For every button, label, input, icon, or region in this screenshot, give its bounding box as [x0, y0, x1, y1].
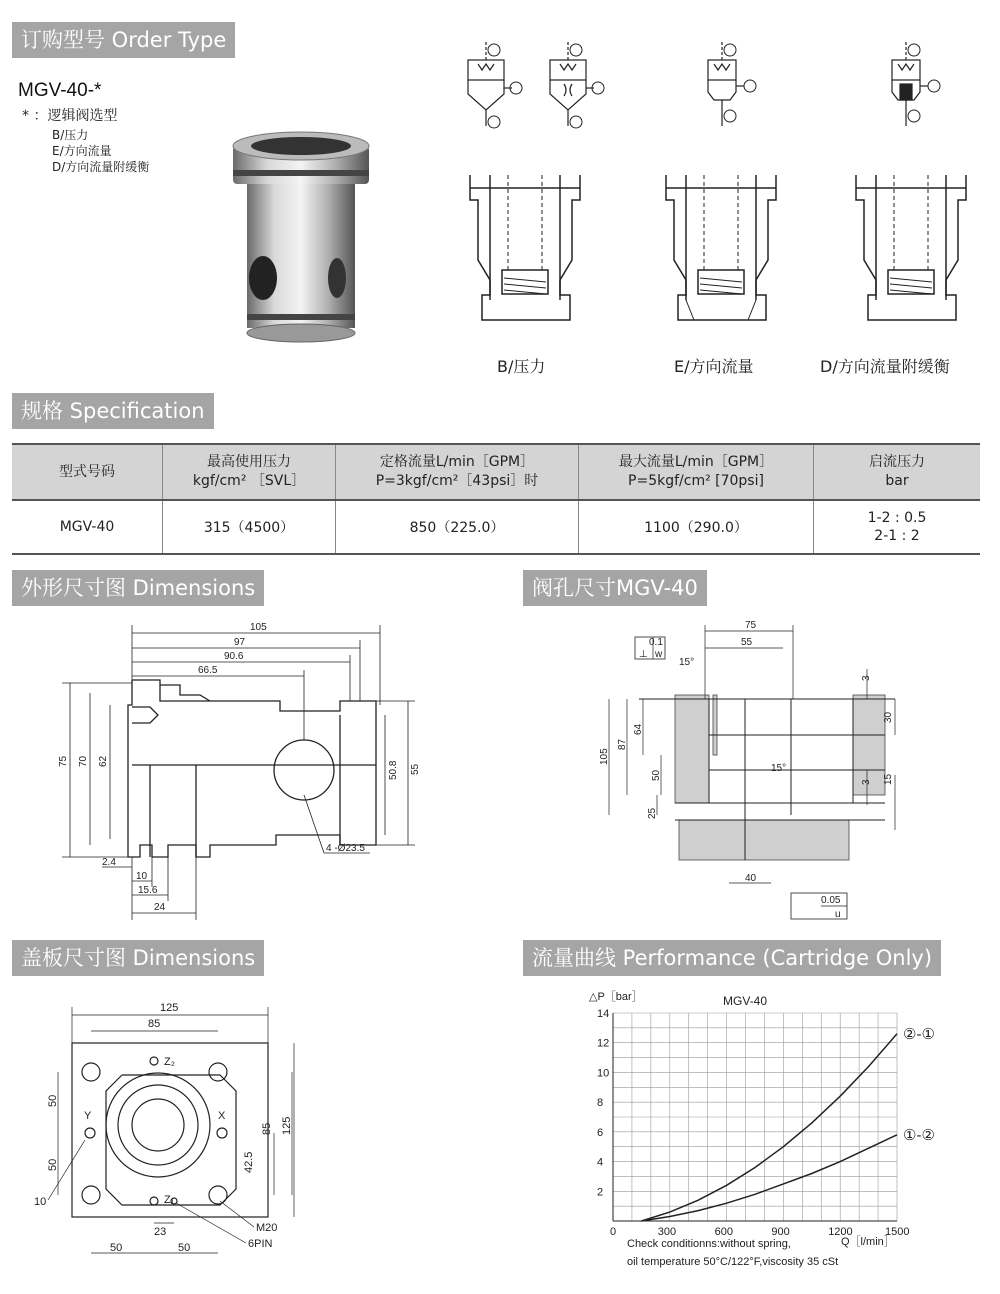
x-tick-label: 900	[771, 1226, 790, 1238]
cover-m20: M20	[256, 1222, 278, 1234]
dim-75: 75	[58, 755, 69, 767]
cover-50b: 50	[47, 1158, 59, 1171]
order-type-header: 订购型号 Order Type	[12, 22, 235, 58]
dim-hole: 4 -Ø23.5	[326, 843, 365, 854]
chart-title: MGV-40	[723, 994, 768, 1008]
dim-105: 105	[250, 622, 267, 633]
dim-55: 55	[410, 763, 421, 775]
series-line-1	[641, 1034, 897, 1221]
cav-15: 15	[883, 773, 894, 785]
col-model: 型式号码	[12, 444, 163, 500]
cell-model: MGV-40	[12, 500, 163, 554]
cav-30: 30	[883, 711, 894, 723]
table-row	[12, 500, 980, 554]
cover-85: 85	[148, 1018, 161, 1030]
port-z2: Z₂	[164, 1056, 175, 1068]
cell-rated-flow: 850（225.0）	[336, 500, 579, 554]
cell-cracking: 1-2 : 0.5 2-1 : 2	[814, 500, 981, 554]
x-tick-label: 300	[657, 1226, 677, 1238]
x-tick-label: 600	[714, 1226, 733, 1238]
cav-50: 50	[651, 769, 662, 781]
y-tick-label: 4	[597, 1156, 604, 1169]
dimensions-header: 外形尺寸图 Dimensions	[12, 570, 264, 606]
cartridge-dimensions	[40, 615, 460, 930]
note-title: * ：逻辑阀选型	[22, 108, 118, 124]
dim-90-6: 90.6	[224, 651, 244, 662]
tol1-value: 0.1	[649, 637, 663, 648]
port-y: Y	[84, 1110, 92, 1122]
cover-50d: 50	[178, 1242, 191, 1254]
dim-2-4: 2.4	[102, 857, 116, 868]
dim-10: 10	[136, 871, 148, 882]
x-tick-label: 1500	[885, 1226, 910, 1238]
cavity-header: 阀孔尺寸MGV-40	[523, 570, 707, 606]
cartridge-sections	[460, 170, 980, 340]
spec-header-row	[12, 444, 980, 500]
dim-62: 62	[98, 755, 109, 767]
performance-chart	[575, 985, 975, 1275]
cav-angle-1: 15°	[679, 657, 695, 668]
series-label-1: ②-①	[903, 1025, 935, 1043]
x-axis-label: Q［l/min］	[841, 1236, 895, 1248]
dim-70: 70	[78, 755, 89, 767]
chart-note-2: oil temperature 50°C/122°F,viscosity 35 cSt	[627, 1256, 839, 1268]
caption-e: E/方向流量	[674, 357, 754, 376]
col-cracking: 启流压力 bar	[814, 444, 981, 500]
cell-max-flow: 1100（290.0）	[579, 500, 814, 554]
dim-24: 24	[154, 902, 166, 913]
option-d: D/方向流量附缓衡	[52, 160, 150, 174]
dim-97: 97	[234, 637, 246, 648]
tol2-value: 0.05	[821, 895, 841, 906]
cover-125v: 125	[281, 1116, 293, 1135]
port-z1: Z₁	[164, 1194, 175, 1206]
section-b	[470, 175, 580, 320]
caption-b: B/压力	[497, 357, 546, 376]
cover-drawing	[30, 995, 320, 1265]
dim-66-5: 66.5	[198, 665, 218, 676]
cover-50c: 50	[110, 1242, 123, 1254]
cover-125: 125	[160, 1002, 179, 1014]
spec-table	[12, 443, 980, 555]
cav-87: 87	[617, 738, 628, 750]
y-tick-label: 8	[597, 1097, 604, 1110]
cav-75: 75	[745, 620, 757, 631]
cav-3b: 3	[861, 779, 872, 785]
col-rated-flow: 定格流量L/min［GPM］ P=3kgf/cm²［43psi］时	[336, 444, 579, 500]
tol1-datum: w	[655, 649, 663, 660]
series-label-2: ①-②	[903, 1126, 935, 1144]
y-axis-label: △P［bar］	[589, 991, 643, 1003]
section-d	[856, 175, 966, 320]
dim-15-6: 15.6	[138, 885, 158, 896]
cartridge-photo	[225, 128, 375, 348]
cav-angle-2: 15°	[771, 763, 787, 774]
caption-d: D/方向流量附缓衡	[820, 357, 950, 376]
cav-3a: 3	[861, 675, 872, 681]
cav-40: 40	[745, 873, 757, 884]
specification-header: 规格 Specification	[12, 393, 214, 429]
cover-42-5: 42.5	[243, 1151, 255, 1173]
cell-pressure: 315（4500）	[163, 500, 336, 554]
tol1-symbol: ⊥	[639, 649, 648, 660]
dim-50-8: 50.8	[388, 760, 399, 780]
option-e: E/方向流量	[52, 144, 112, 158]
cover-85v: 85	[261, 1122, 273, 1135]
port-x: X	[218, 1110, 226, 1122]
performance-header: 流量曲线 Performance (Cartridge Only)	[523, 940, 941, 976]
option-notes	[22, 108, 149, 175]
model-code: MGV-40-*	[18, 80, 102, 101]
y-tick-label: 6	[597, 1126, 604, 1139]
cover-10: 10	[34, 1196, 47, 1208]
section-e	[666, 175, 776, 320]
cover-50a: 50	[47, 1094, 59, 1107]
cavity-drawing	[595, 615, 925, 925]
cover-6pin: 6PIN	[248, 1238, 273, 1250]
tol2-datum: u	[835, 909, 841, 920]
y-tick-label: 14	[597, 1008, 610, 1020]
y-tick-label: 2	[597, 1186, 604, 1199]
y-tick-label: 10	[597, 1067, 610, 1080]
cav-105: 105	[599, 748, 610, 765]
cav-64: 64	[633, 723, 644, 735]
cav-25: 25	[647, 807, 658, 819]
x-tick-label: 1200	[828, 1226, 853, 1238]
valve-symbols	[440, 40, 960, 135]
cover-header: 盖板尺寸图 Dimensions	[12, 940, 264, 976]
cover-23: 23	[154, 1226, 167, 1238]
chart-note-1: Check conditionns:without spring,	[627, 1238, 791, 1250]
col-max-flow: 最大流量L/min［GPM］ P=5kgf/cm² [70psi]	[579, 444, 814, 500]
col-pressure: 最高使用压力 kgf/cm² ［SVL］	[163, 444, 336, 500]
cav-55: 55	[741, 637, 753, 648]
x-tick-label: 0	[610, 1226, 617, 1238]
option-b: B/压力	[52, 128, 89, 142]
y-tick-label: 12	[597, 1037, 610, 1050]
